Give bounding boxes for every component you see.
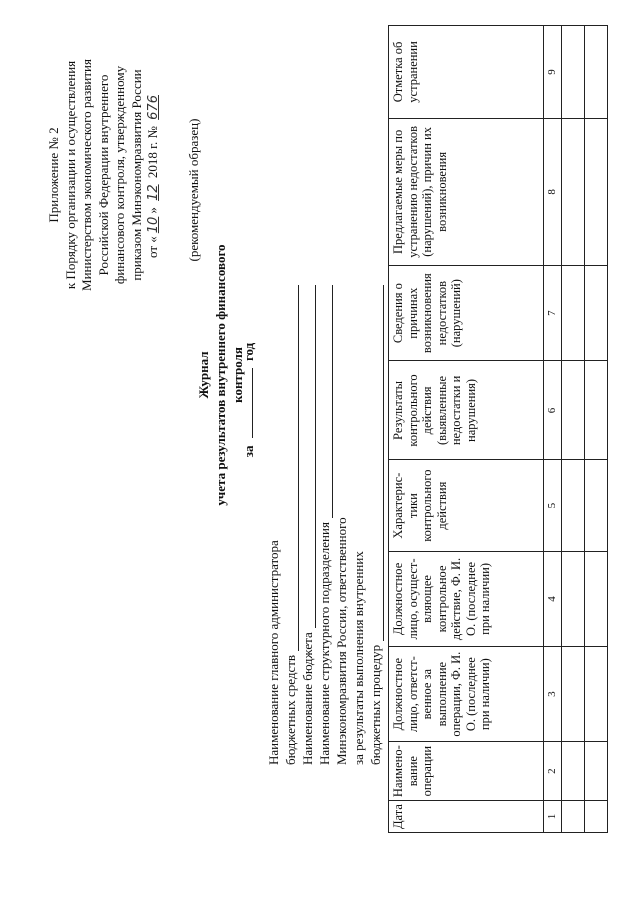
header-responsible: Должностное лицо, ответст-венное за выполнение операции, Ф. И. О. (последнее при наличии) <box>389 647 544 742</box>
year-blank <box>240 368 253 438</box>
header-operation: Наимено-вание операции <box>389 742 544 801</box>
appendix-block <box>46 5 163 345</box>
col-number: 5 <box>544 460 562 551</box>
title-line-2: учета результатов внутреннего финансового контроля <box>213 244 245 506</box>
col-number: 6 <box>544 361 562 460</box>
sample-note: (рекомендуемый образец) <box>186 118 201 262</box>
empty-row <box>584 26 607 833</box>
appendix-line-6: приказом Минэкономразвития России <box>128 69 144 281</box>
number-row <box>544 26 562 833</box>
col-number: 4 <box>544 551 562 646</box>
journal-table <box>388 25 608 833</box>
header-fields <box>265 285 384 765</box>
header-measures: Предлагаемые меры по устранению недостатков (нарушений), причин их возникновения <box>389 118 544 265</box>
handwritten-number: 676 <box>146 95 161 120</box>
budget-rule <box>301 285 316 628</box>
col-number: 2 <box>544 742 562 801</box>
header-elimination: Отметка об устранении <box>389 26 544 119</box>
col-number: 1 <box>544 801 562 833</box>
header-characteristics: Характерис-тики контрольного действия <box>389 460 544 551</box>
handwritten-month: 12 <box>146 184 161 201</box>
empty-row <box>561 26 584 833</box>
col-number: 9 <box>544 26 562 119</box>
admin-field: Наименование главного администратора бюджетных средств <box>265 285 299 765</box>
admin-rule <box>284 285 299 651</box>
unit-field: Наименование структурного подразделения Минэкономразвития России, ответственного за результаты выполнения внутренних бюджетных процедур <box>316 285 384 765</box>
appendix-line-2: к Порядку организации и осуществления <box>62 60 78 290</box>
unit-rule <box>318 285 333 518</box>
appendix-date-line: от «10» 12 2018 г. № 676 <box>145 5 163 345</box>
appendix-line-1: Приложение № 2 <box>46 127 61 223</box>
unit-rule-2 <box>369 285 384 641</box>
header-controller: Должностное лицо, осущест-вляющее контрольное действие, Ф. И. О. (последнее при наличии) <box>389 551 544 646</box>
appendix-line-5: финансового контроля, утвержденному <box>112 65 127 285</box>
appendix-line-4: Российской Федерации внутреннего <box>95 74 111 276</box>
appendix-line-3: Министерством экономического развития <box>79 59 94 291</box>
header-results: Результаты контрольного действия (выявленные недостатки и нарушения) <box>389 361 544 460</box>
handwritten-day: 10 <box>146 216 161 234</box>
header-date: Дата <box>389 801 544 833</box>
journal-title <box>195 225 246 525</box>
col-number: 3 <box>544 647 562 742</box>
col-number: 8 <box>544 118 562 265</box>
title-line-1: Журнал <box>196 351 211 399</box>
budget-field: Наименование бюджета <box>299 285 316 765</box>
col-number: 7 <box>544 265 562 361</box>
year-row: за год <box>241 342 256 458</box>
header-row <box>389 26 544 833</box>
header-causes: Сведения о причинах возникновения недостатков (нарушений) <box>389 265 544 361</box>
